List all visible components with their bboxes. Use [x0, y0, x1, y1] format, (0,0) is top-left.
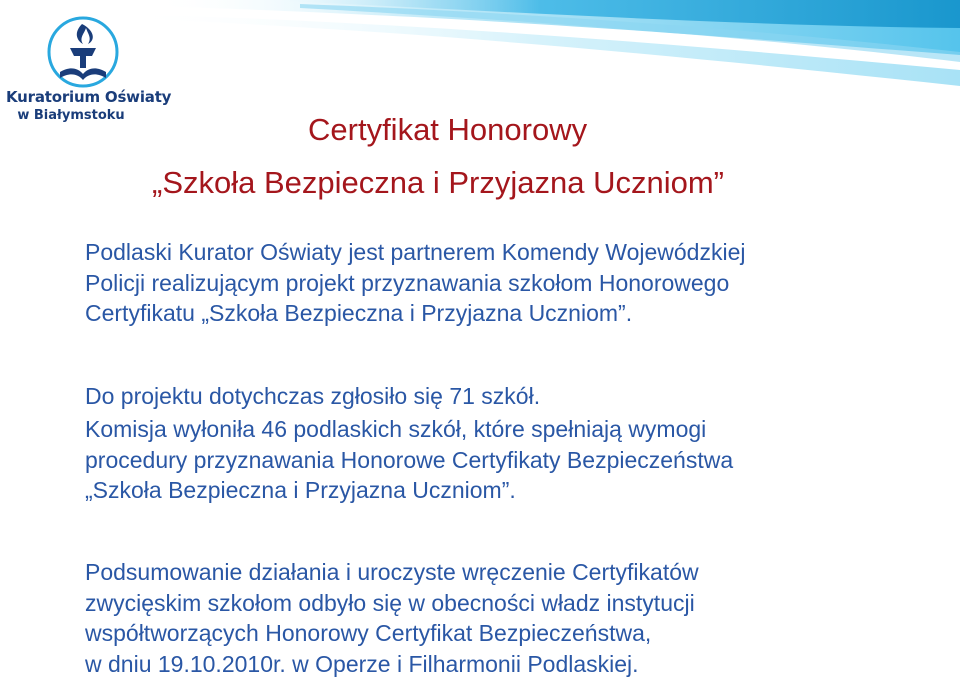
kuratorium-logo — [6, 8, 172, 128]
paragraph-line: Komisja wyłoniła 46 podlaskich szkół, które spełniają wymogi — [85, 416, 707, 442]
page-subtitle: „Szkoła Bezpieczna i Przyjazna Uczniom” — [152, 165, 724, 200]
paragraph-ceremony — [85, 557, 905, 679]
paragraph-applications — [85, 381, 905, 412]
paragraph-selection — [85, 414, 905, 506]
paragraph-line: Policji realizującym projekt przyznawania szkołom Honorowego — [85, 269, 730, 296]
page-title: Certyfikat Honorowy — [308, 112, 588, 147]
paragraph-line: współtworzących Honorowy Certyfikat Bezpieczeństwa, — [85, 620, 652, 646]
paragraph-line: Do projektu dotychczas zgłosiło się 71 szkół. — [85, 383, 541, 409]
logo-subtitle: w Białymstoku — [17, 108, 125, 123]
paragraph-line: Podsumowanie działania i uroczyste wręczenie Certyfikatów — [85, 559, 699, 585]
paragraph-line: Podlaski Kurator Oświaty jest partnerem Komendy Wojewódzkiej — [85, 239, 746, 265]
paragraph-line: „Szkoła Bezpieczna i Przyjazna Uczniom”. — [85, 477, 516, 503]
paragraph-partnership — [85, 237, 905, 329]
paragraph-line: procedury przyznawania Honorowe Certyfikaty Bezpieczeństwa — [85, 446, 734, 473]
logo-title: Kuratorium Oświaty — [6, 88, 172, 106]
torch-book-emblem-icon — [46, 12, 120, 94]
paragraph-line: w dniu 19.10.2010r. w Operze i Filharmonii Podlaskiej. — [85, 650, 639, 677]
paragraph-line: zwycięskim szkołom odbyło się w obecności władz instytucji — [85, 589, 695, 616]
paragraph-line: Certyfikatu „Szkoła Bezpieczna i Przyjazna Uczniom”. — [85, 300, 633, 326]
